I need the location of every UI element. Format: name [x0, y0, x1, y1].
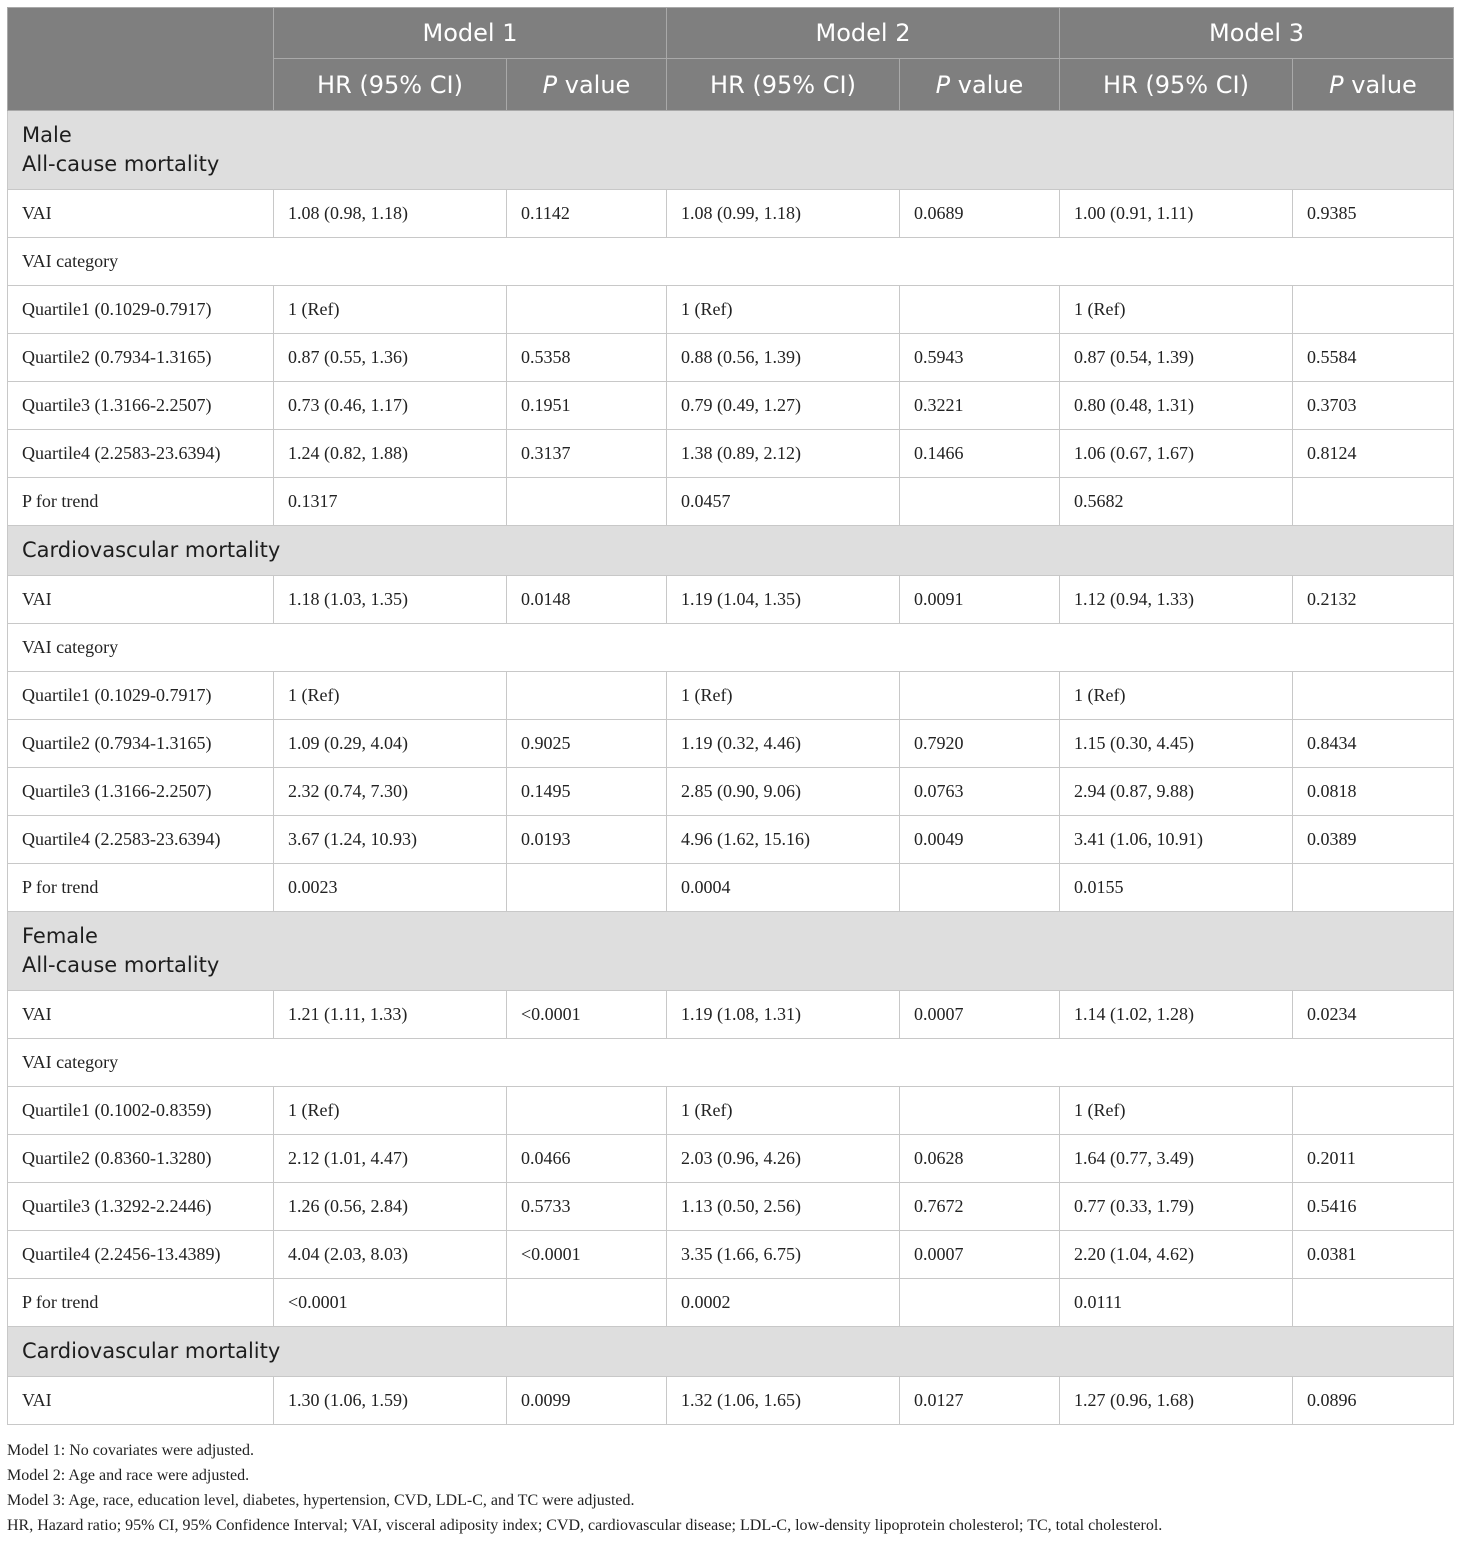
row-label-cell: Quartile3 (1.3292-2.2446) — [8, 1183, 274, 1231]
model-3-p-cell: 0.8434 — [1293, 720, 1454, 768]
header-hr-ci: HR (95% CI) — [274, 59, 507, 111]
row-label-cell: P for trend — [8, 478, 274, 526]
model-1-hr-cell: 0.1317 — [274, 478, 507, 526]
footnote-model-2: Model 2: Age and race were adjusted. — [7, 1467, 250, 1484]
model-1-p-cell: <0.0001 — [507, 1231, 667, 1279]
model-3-p-cell: 0.0896 — [1293, 1377, 1454, 1425]
table-row — [8, 576, 1454, 624]
model-1-hr-cell: 1.26 (0.56, 2.84) — [274, 1183, 507, 1231]
hazard-ratio-table — [7, 7, 1454, 1425]
model-3-hr-cell: 0.0111 — [1060, 1279, 1293, 1327]
section-header-row — [8, 912, 1454, 991]
model-3-p-cell: 0.9385 — [1293, 190, 1454, 238]
model-1-p-cell: 0.1142 — [507, 190, 667, 238]
table-row — [8, 768, 1454, 816]
model-3-hr-cell: 0.80 (0.48, 1.31) — [1060, 382, 1293, 430]
row-label-cell: Quartile4 (2.2456-13.4389) — [8, 1231, 274, 1279]
model-1-p-cell: 0.3137 — [507, 430, 667, 478]
header-hr-ci: HR (95% CI) — [667, 59, 900, 111]
table-row — [8, 1039, 1454, 1087]
model-2-hr-cell: 1.32 (1.06, 1.65) — [667, 1377, 900, 1425]
model-2-hr-cell: 0.0457 — [667, 478, 900, 526]
model-1-p-cell: 0.1951 — [507, 382, 667, 430]
model-1-p-cell — [507, 1279, 667, 1327]
model-1-p-cell: 0.1495 — [507, 768, 667, 816]
row-label-cell: Quartile1 (0.1002-0.8359) — [8, 1087, 274, 1135]
section-title — [8, 912, 1454, 991]
model-2-hr-cell: 1.19 (1.08, 1.31) — [667, 991, 900, 1039]
model-2-p-cell — [900, 1087, 1060, 1135]
category-label: VAI category — [8, 624, 1454, 672]
header-model-1: Model 1 — [274, 8, 667, 59]
model-3-p-cell — [1293, 478, 1454, 526]
section-title-line: All-cause mortality — [22, 152, 220, 176]
model-3-p-cell: 0.8124 — [1293, 430, 1454, 478]
model-1-hr-cell: 1.08 (0.98, 1.18) — [274, 190, 507, 238]
section-header-row — [8, 526, 1454, 576]
model-2-hr-cell: 1.19 (1.04, 1.35) — [667, 576, 900, 624]
table-row — [8, 430, 1454, 478]
model-3-p-cell — [1293, 864, 1454, 912]
table-row — [8, 478, 1454, 526]
table-row — [8, 190, 1454, 238]
model-3-p-cell — [1293, 1087, 1454, 1135]
model-1-hr-cell: 1.09 (0.29, 4.04) — [274, 720, 507, 768]
model-3-hr-cell: 0.87 (0.54, 1.39) — [1060, 334, 1293, 382]
model-3-hr-cell: 2.94 (0.87, 9.88) — [1060, 768, 1293, 816]
model-2-p-cell: 0.3221 — [900, 382, 1060, 430]
table-row — [8, 1279, 1454, 1327]
model-3-p-cell — [1293, 286, 1454, 334]
section-header-row — [8, 1327, 1454, 1377]
model-1-hr-cell: 0.73 (0.46, 1.17) — [274, 382, 507, 430]
header-p-value: P value — [1293, 59, 1454, 111]
row-label-cell: Quartile4 (2.2583-23.6394) — [8, 430, 274, 478]
table-row — [8, 334, 1454, 382]
model-3-hr-cell: 1.27 (0.96, 1.68) — [1060, 1377, 1293, 1425]
model-3-p-cell: 0.3703 — [1293, 382, 1454, 430]
row-label-cell: Quartile1 (0.1029-0.7917) — [8, 286, 274, 334]
section-title — [8, 526, 1454, 576]
model-2-p-cell: 0.7920 — [900, 720, 1060, 768]
model-2-p-cell — [900, 478, 1060, 526]
model-2-p-cell: 0.7672 — [900, 1183, 1060, 1231]
model-1-p-cell — [507, 1087, 667, 1135]
model-2-hr-cell: 3.35 (1.66, 6.75) — [667, 1231, 900, 1279]
model-1-p-cell — [507, 672, 667, 720]
model-3-hr-cell: 1.15 (0.30, 4.45) — [1060, 720, 1293, 768]
model-2-hr-cell: 1 (Ref) — [667, 286, 900, 334]
model-2-p-cell: 0.0007 — [900, 991, 1060, 1039]
model-1-hr-cell: 0.0023 — [274, 864, 507, 912]
model-2-p-cell — [900, 286, 1060, 334]
row-label-cell: VAI — [8, 190, 274, 238]
model-1-hr-cell: 2.32 (0.74, 7.30) — [274, 768, 507, 816]
model-3-p-cell — [1293, 1279, 1454, 1327]
model-2-p-cell: 0.0127 — [900, 1377, 1060, 1425]
model-1-hr-cell: 1.30 (1.06, 1.59) — [274, 1377, 507, 1425]
model-1-p-cell: 0.0099 — [507, 1377, 667, 1425]
row-label-cell: Quartile2 (0.7934-1.3165) — [8, 334, 274, 382]
model-3-p-cell: 0.5416 — [1293, 1183, 1454, 1231]
model-2-hr-cell: 1.13 (0.50, 2.56) — [667, 1183, 900, 1231]
model-3-hr-cell: 2.20 (1.04, 4.62) — [1060, 1231, 1293, 1279]
row-label-cell: P for trend — [8, 864, 274, 912]
table-row — [8, 1135, 1454, 1183]
section-title-line: Female — [22, 924, 98, 948]
table-row — [8, 1231, 1454, 1279]
section-title-line: All-cause mortality — [22, 953, 220, 977]
model-3-hr-cell: 1.12 (0.94, 1.33) — [1060, 576, 1293, 624]
model-1-p-cell: 0.0148 — [507, 576, 667, 624]
model-2-hr-cell: 2.03 (0.96, 4.26) — [667, 1135, 900, 1183]
header-model-2: Model 2 — [667, 8, 1060, 59]
table-row — [8, 624, 1454, 672]
model-3-hr-cell: 3.41 (1.06, 10.91) — [1060, 816, 1293, 864]
model-1-hr-cell: 1.21 (1.11, 1.33) — [274, 991, 507, 1039]
model-2-p-cell: 0.0763 — [900, 768, 1060, 816]
table-row — [8, 1087, 1454, 1135]
model-2-hr-cell: 0.0002 — [667, 1279, 900, 1327]
table-row — [8, 672, 1454, 720]
table-row — [8, 816, 1454, 864]
model-3-p-cell: 0.0818 — [1293, 768, 1454, 816]
model-3-hr-cell: 1 (Ref) — [1060, 1087, 1293, 1135]
model-2-hr-cell: 1 (Ref) — [667, 1087, 900, 1135]
model-1-p-cell: 0.5358 — [507, 334, 667, 382]
model-1-p-cell — [507, 864, 667, 912]
model-3-hr-cell: 1.00 (0.91, 1.11) — [1060, 190, 1293, 238]
model-2-hr-cell: 4.96 (1.62, 15.16) — [667, 816, 900, 864]
section-title-line: Cardiovascular mortality — [22, 1339, 281, 1363]
category-label: VAI category — [8, 238, 1454, 286]
header-model-3: Model 3 — [1060, 8, 1454, 59]
table-row — [8, 864, 1454, 912]
model-1-hr-cell: 4.04 (2.03, 8.03) — [274, 1231, 507, 1279]
model-2-p-cell: 0.0091 — [900, 576, 1060, 624]
table-row — [8, 1183, 1454, 1231]
model-2-hr-cell: 0.0004 — [667, 864, 900, 912]
model-1-p-cell: 0.5733 — [507, 1183, 667, 1231]
model-2-hr-cell: 1.38 (0.89, 2.12) — [667, 430, 900, 478]
model-1-hr-cell: 3.67 (1.24, 10.93) — [274, 816, 507, 864]
model-3-hr-cell: 1.06 (0.67, 1.67) — [1060, 430, 1293, 478]
row-label-cell: P for trend — [8, 1279, 274, 1327]
model-3-p-cell: 0.5584 — [1293, 334, 1454, 382]
table-row — [8, 720, 1454, 768]
footnote-model-1: Model 1: No covariates were adjusted. — [7, 1442, 255, 1459]
row-label-cell: VAI — [8, 991, 274, 1039]
model-2-hr-cell: 1.19 (0.32, 4.46) — [667, 720, 900, 768]
section-header-row — [8, 111, 1454, 190]
results-table-container — [7, 7, 1453, 1425]
model-1-hr-cell: 2.12 (1.01, 4.47) — [274, 1135, 507, 1183]
model-2-p-cell: 0.0689 — [900, 190, 1060, 238]
model-2-hr-cell: 1 (Ref) — [667, 672, 900, 720]
model-1-hr-cell: <0.0001 — [274, 1279, 507, 1327]
footnote-model-3: Model 3: Age, race, education level, diabetes, hypertension, CVD, LDL-C, and TC were adjusted. — [7, 1492, 635, 1509]
model-3-p-cell: 0.0381 — [1293, 1231, 1454, 1279]
row-label-cell: VAI — [8, 1377, 274, 1425]
model-1-hr-cell: 0.87 (0.55, 1.36) — [274, 334, 507, 382]
header-p-value: P value — [507, 59, 667, 111]
model-1-hr-cell: 1.24 (0.82, 1.88) — [274, 430, 507, 478]
model-1-hr-cell: 1 (Ref) — [274, 1087, 507, 1135]
model-3-p-cell — [1293, 672, 1454, 720]
header-corner-cell — [8, 8, 274, 111]
model-2-p-cell — [900, 672, 1060, 720]
table-footnotes — [7, 1438, 1453, 1538]
model-2-hr-cell: 0.88 (0.56, 1.39) — [667, 334, 900, 382]
model-2-p-cell: 0.0628 — [900, 1135, 1060, 1183]
model-2-hr-cell: 0.79 (0.49, 1.27) — [667, 382, 900, 430]
model-2-hr-cell: 2.85 (0.90, 9.06) — [667, 768, 900, 816]
model-1-p-cell: 0.0193 — [507, 816, 667, 864]
model-2-p-cell: 0.0049 — [900, 816, 1060, 864]
model-1-p-cell — [507, 286, 667, 334]
model-3-hr-cell: 1 (Ref) — [1060, 286, 1293, 334]
model-2-p-cell: 0.0007 — [900, 1231, 1060, 1279]
header-hr-ci: HR (95% CI) — [1060, 59, 1293, 111]
model-1-hr-cell: 1 (Ref) — [274, 672, 507, 720]
table-row — [8, 238, 1454, 286]
model-1-p-cell — [507, 478, 667, 526]
model-3-hr-cell: 0.77 (0.33, 1.79) — [1060, 1183, 1293, 1231]
row-label-cell: Quartile1 (0.1029-0.7917) — [8, 672, 274, 720]
model-2-p-cell: 0.1466 — [900, 430, 1060, 478]
table-row — [8, 991, 1454, 1039]
table-header — [8, 8, 1454, 111]
model-2-p-cell — [900, 864, 1060, 912]
row-label-cell: Quartile2 (0.7934-1.3165) — [8, 720, 274, 768]
model-3-hr-cell: 1.64 (0.77, 3.49) — [1060, 1135, 1293, 1183]
footnote-abbreviations: HR, Hazard ratio; 95% CI, 95% Confidence Interval; VAI, visceral adiposity index; CVD, cardiovascular disease; LDL-C, low-density lipoprotein cholesterol; TC, total cholesterol. — [7, 1517, 1163, 1534]
model-1-p-cell: 0.0466 — [507, 1135, 667, 1183]
model-1-hr-cell: 1 (Ref) — [274, 286, 507, 334]
row-label-cell: Quartile4 (2.2583-23.6394) — [8, 816, 274, 864]
row-label-cell: Quartile3 (1.3166-2.2507) — [8, 768, 274, 816]
row-label-cell: Quartile3 (1.3166-2.2507) — [8, 382, 274, 430]
model-3-p-cell: 0.0234 — [1293, 991, 1454, 1039]
model-2-p-cell — [900, 1279, 1060, 1327]
model-3-hr-cell: 1.14 (1.02, 1.28) — [1060, 991, 1293, 1039]
model-2-hr-cell: 1.08 (0.99, 1.18) — [667, 190, 900, 238]
model-3-hr-cell: 0.0155 — [1060, 864, 1293, 912]
model-1-p-cell: 0.9025 — [507, 720, 667, 768]
section-title-line: Cardiovascular mortality — [22, 538, 281, 562]
model-3-p-cell: 0.0389 — [1293, 816, 1454, 864]
category-label: VAI category — [8, 1039, 1454, 1087]
model-2-p-cell: 0.5943 — [900, 334, 1060, 382]
model-1-p-cell: <0.0001 — [507, 991, 667, 1039]
table-row — [8, 286, 1454, 334]
header-p-value: P value — [900, 59, 1060, 111]
section-title-line: Male — [22, 123, 72, 147]
model-3-p-cell: 0.2132 — [1293, 576, 1454, 624]
row-label-cell: Quartile2 (0.8360-1.3280) — [8, 1135, 274, 1183]
model-3-p-cell: 0.2011 — [1293, 1135, 1454, 1183]
table-row — [8, 382, 1454, 430]
model-1-hr-cell: 1.18 (1.03, 1.35) — [274, 576, 507, 624]
model-3-hr-cell: 1 (Ref) — [1060, 672, 1293, 720]
model-3-hr-cell: 0.5682 — [1060, 478, 1293, 526]
table-body — [8, 111, 1454, 1425]
section-title — [8, 1327, 1454, 1377]
row-label-cell: VAI — [8, 576, 274, 624]
table-row — [8, 1377, 1454, 1425]
section-title — [8, 111, 1454, 190]
